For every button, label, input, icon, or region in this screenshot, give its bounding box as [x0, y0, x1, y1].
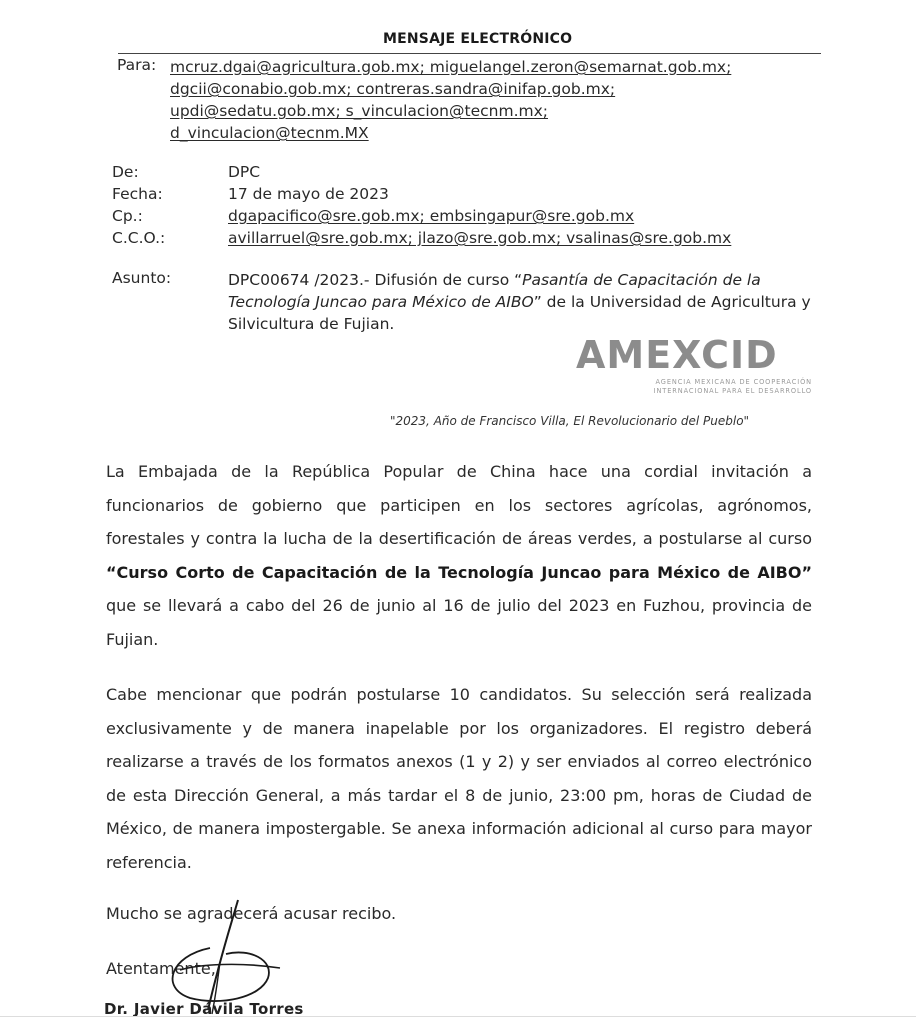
logo-subtitle-line1: AGENCIA MEXICANA DE COOPERACIÓN — [655, 378, 812, 386]
fecha-label: Fecha: — [112, 185, 163, 203]
fecha-value: 17 de mayo de 2023 — [228, 185, 389, 203]
title-divider — [118, 53, 821, 54]
recipients-list — [170, 56, 731, 144]
recipient-line[interactable]: d_vinculacion@tecnm.MX — [170, 124, 369, 142]
subject-part1: DPC00674 /2023.- Difusión de curso “ — [228, 271, 523, 289]
signer-name: Dr. Javier Dávila Torres — [104, 1000, 304, 1018]
subject-label: Asunto: — [112, 269, 172, 287]
meta-values — [228, 161, 731, 249]
para-label: Para: — [117, 56, 157, 74]
body-paragraph-2: Cabe mencionar que podrán postularse 10 candidatos. Su selección será realizada exclusivamente y de manera inapelable por los organizadores. El registro deberá realizarse a través de los formatos anexos (1 y 2) y ser enviados al correo electrónico de esta Dirección General, a más tardar el 8 de junio, 23:00 pm, horas de Ciudad de México, de manera impostergable. Se anexa información adicional al curso para mayor referencia. — [106, 685, 812, 872]
recipient-line[interactable]: mcruz.dgai@agricultura.gob.mx; miguelangel.zeron@semarnat.gob.mx; — [170, 58, 732, 76]
meta-labels — [112, 161, 165, 249]
cp-label: Cp.: — [112, 207, 143, 225]
body-paragraph-1 — [106, 455, 812, 656]
p1-text-a: La Embajada de la República Popular de China hace una cordial invitación a funcionarios de gobierno que participen en los sectores agrícolas, agrónomos, forestales y contra la lucha de la desertificación de áreas verdes, a postularse al curso — [106, 462, 812, 548]
de-value: DPC — [228, 163, 261, 181]
p1-course-title: “Curso Corto de Capacitación de la Tecnología Juncao para México de AIBO” — [106, 562, 812, 582]
subject-text — [228, 269, 816, 335]
document-title: MENSAJE ELECTRÓNICO — [383, 31, 573, 47]
cp-value[interactable]: dgapacifico@sre.gob.mx; embsingapur@sre.gob.mx — [228, 207, 635, 225]
thanks-line: Mucho se agradecerá acusar recibo. — [106, 904, 397, 923]
logo-wordmark: AMEXCID — [576, 333, 778, 377]
recipient-line[interactable]: updi@sedatu.gob.mx; s_vinculacion@tecnm.mx; — [170, 102, 548, 120]
logo-subtitle-line2: INTERNACIONAL PARA EL DESARROLLO — [653, 387, 812, 395]
year-motto: "2023, Año de Francisco Villa, El Revolucionario del Pueblo" — [390, 414, 750, 428]
subject-course-name: Pasantía de Capacitación de la Tecnología Juncao para México de AIBO — [228, 271, 761, 311]
page-edge — [0, 1016, 916, 1017]
cco-value[interactable]: avillarruel@sre.gob.mx; jlazo@sre.gob.mx; vsalinas@sre.gob.mx — [228, 229, 732, 247]
recipient-line[interactable]: dgcii@conabio.gob.mx; contreras.sandra@inifap.gob.mx; — [170, 80, 616, 98]
p1-text-b: que se llevará a cabo del 26 de junio al 16 de julio del 2023 en Fuzhou, provincia de Fujian. — [106, 596, 812, 649]
subject-part2: ” de la Universidad de Agricultura y Silvicultura de Fujian. — [228, 293, 811, 333]
regards-line: Atentamente, — [106, 959, 216, 978]
amexcid-logo — [576, 333, 818, 403]
de-label: De: — [112, 163, 139, 181]
cco-label: C.C.O.: — [112, 229, 166, 247]
